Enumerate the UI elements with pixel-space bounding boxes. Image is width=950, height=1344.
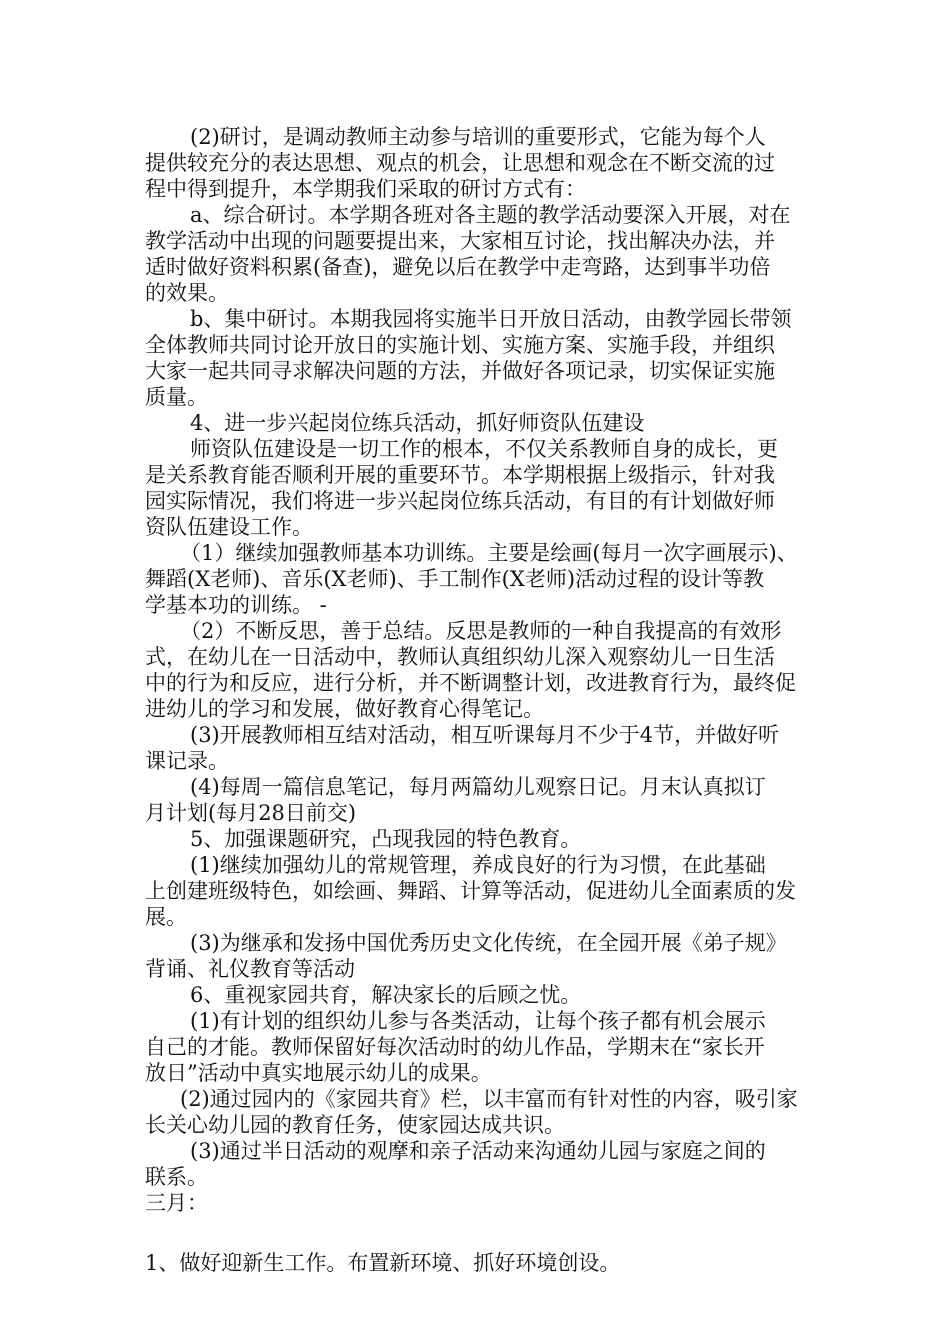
text-line: 园实际情况，我们将进一步兴起岗位练兵活动，有目的有计划做好师 (145, 489, 775, 513)
text-line: (3)通过半日活动的观摩和亲子活动来沟通幼儿园与家庭之间的 (190, 1139, 766, 1163)
text-line: 中的行为和反应，进行分析，并不断调整计划，改进教育行为，最终促 (145, 671, 796, 695)
text-line: (1)有计划的组织幼儿参与各类活动，让每个孩子都有机会展示 (190, 1009, 766, 1033)
text-line: 长关心幼儿园的教育任务，使家园达成共识。 (145, 1113, 565, 1137)
text-line: 学基本功的训练。 - (145, 593, 327, 617)
text-line: a、综合研讨。本学期各班对各主题的教学活动要深入开展，对在 (190, 203, 791, 227)
text-line: 展。 (145, 905, 187, 929)
text-line: 提供较充分的表达思想、观点的机会，让思想和观念在不断交流的过 (145, 151, 775, 175)
text-line: b、集中研讨。本期我园将实施半日开放日活动，由教学园长带领 (190, 307, 792, 331)
section-heading: 4、进一步兴起岗位练兵活动，抓好师资队伍建设 (190, 411, 645, 435)
section-heading: 6、重视家园共育，解决家长的后顾之忧。 (190, 983, 582, 1007)
text-line: （2）不断反思，善于总结。反思是教师的一种自我提高的有效形 (180, 619, 782, 643)
text-line: 进幼儿的学习和发展，做好教育心得笔记。 (145, 697, 544, 721)
text-line: 课记录。 (145, 749, 229, 773)
text-line: 自己的才能。教师保留好每次活动时的幼儿作品，学期末在“家长开 (145, 1035, 765, 1059)
text-line: 放日”活动中真实地展示幼儿的成果。 (145, 1061, 492, 1085)
text-line: 1、做好迎新生工作。布置新环境、抓好环境创设。 (145, 1251, 621, 1275)
text-line: 适时做好资料积累(备查)，避免以后在教学中走弯路，达到事半功倍 (145, 255, 771, 279)
text-line: 上创建班级特色，如绘画、舞蹈、计算等活动，促进幼儿全面素质的发 (145, 879, 796, 903)
text-line: 大家一起共同寻求解决问题的方法，并做好各项记录，切实保证实施 (145, 359, 775, 383)
text-line: 质量。 (145, 385, 208, 409)
text-line: 是关系教育能否顺利开展的重要环节。本学期根据上级指示，针对我 (145, 463, 775, 487)
text-line: 联系。 (145, 1165, 208, 1189)
text-line: (1)继续加强幼儿的常规管理，养成良好的行为习惯，在此基础 (190, 853, 766, 877)
month-heading: 三月： (145, 1191, 208, 1215)
text-line: （1）继续加强教师基本功训练。主要是绘画(每月一次字画展示)、 (180, 541, 798, 565)
text-line: 师资队伍建设是一切工作的根本，不仅关系教师自身的成长，更 (190, 437, 778, 461)
text-line: 舞蹈(X老师)、音乐(X老师)、手工制作(X老师)活动过程的设计等教 (145, 567, 765, 591)
text-line: (3)开展教师相互结对活动，相互听课每月不少于4节，并做好听 (190, 723, 780, 747)
text-line: 教学活动中出现的问题要提出来，大家相互讨论，找出解决办法，并 (145, 229, 775, 253)
text-line: 式，在幼儿在一日活动中，教师认真组织幼儿深入观察幼儿一日生活 (145, 645, 775, 669)
text-line: 资队伍建设工作。 (145, 515, 313, 539)
text-line: (2)研讨，是调动教师主动参与培训的重要形式，它能为每个人 (190, 125, 766, 149)
text-line: 程中得到提升，本学期我们采取的研讨方式有： (145, 177, 586, 201)
text-line: (4)每周一篇信息笔记，每月两篇幼儿观察日记。月末认真拟订 (190, 775, 766, 799)
text-line: (3)为继承和发扬中国优秀历史文化传统，在全园开展《弟子规》 (190, 931, 787, 955)
text-line: 的效果。 (145, 281, 229, 305)
text-line: (2)通过园内的《家园共育》栏，以丰富而有针对性的内容，吸引家 (180, 1087, 798, 1111)
text-line: 全体教师共同讨论开放日的实施计划、实施方案、实施手段，并组织 (145, 333, 775, 357)
text-line: 背诵、礼仪教育等活动 (145, 957, 355, 981)
section-heading: 5、加强课题研究，凸现我园的特色教育。 (190, 827, 582, 851)
text-line: 月计划(每月28日前交) (145, 801, 357, 825)
